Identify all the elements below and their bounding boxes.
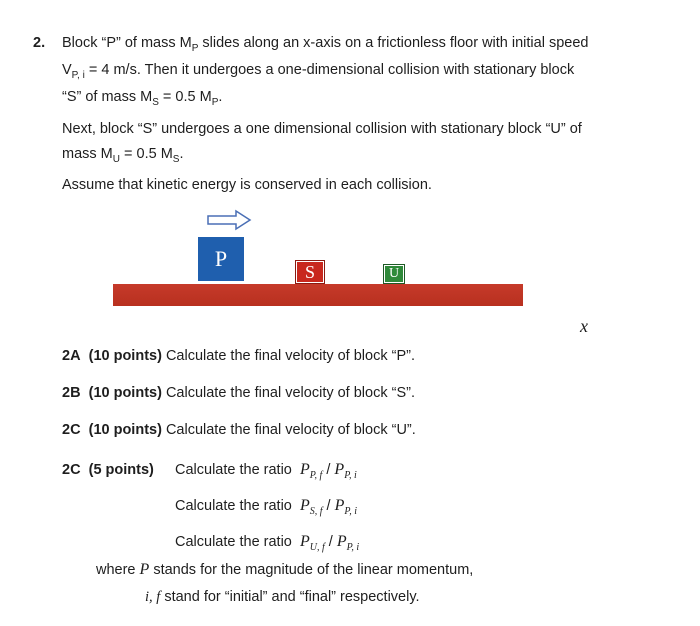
problem-line-5: mass $M_U = 0.5$ $M_S$. (62, 146, 184, 165)
problem-line-2: $V_{P, i} = 4$ m/s. Then it undergoes a one-dimensional collision with stationary block (62, 62, 575, 81)
subscript-note: i, f stand for “initial” and “final” respectively. (145, 589, 420, 605)
block-s: S (296, 261, 324, 283)
question-2c: 2C (10 points) Calculate the final velocity of block “U”. (62, 422, 416, 438)
block-u: U (384, 265, 404, 283)
frictionless-floor (113, 284, 523, 306)
ratio-line-2: Calculate the ratio $P_{S, f} / P_{P, i}$ (175, 497, 357, 517)
momentum-definition: where P stands for the magnitude of the linear momentum, (96, 561, 474, 578)
question-2a: 2A (10 points) Calculate the final velocity of block “P”. (62, 348, 415, 364)
ratio-line-3: Calculate the ratio $P_{U, f} / P_{P, i}$ (175, 533, 360, 553)
question-2b: 2B (10 points) Calculate the final velocity of block “S”. (62, 385, 415, 401)
x-axis-label: x (580, 316, 588, 336)
velocity-arrow-icon (206, 208, 252, 232)
problem-number: 2. (33, 35, 46, 51)
problem-line-6: Assume that kinetic energy is conserved in each collision. (62, 177, 432, 193)
block-p: P (198, 237, 244, 281)
ratio-line-1: Calculate the ratio $P_{P, f} / P_{P, i}$ (175, 461, 357, 481)
problem-line-4: Next, block “S” undergoes a one dimensional collision with stationary block “U” of (62, 121, 582, 137)
problem-line-3: “S” of mass $M_S = 0.5$ $M_P$. (62, 89, 223, 108)
problem-line-1: Block “P” of mass $M_P$ slides along an x-axis on a frictionless floor with initial speed (62, 35, 589, 54)
ratio-question-header: 2C (5 points) (62, 462, 154, 478)
